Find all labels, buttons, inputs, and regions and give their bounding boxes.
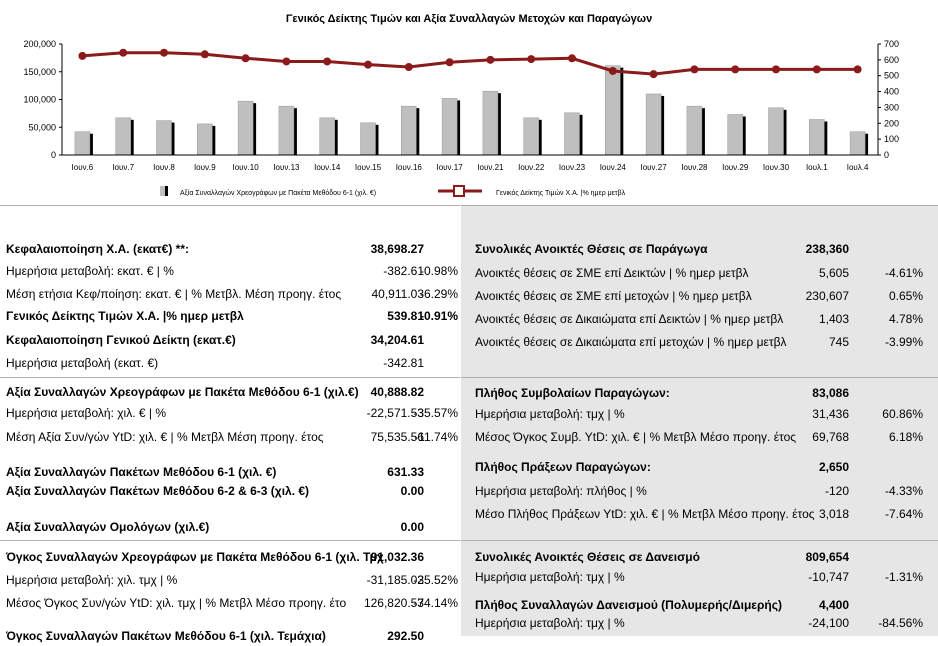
row-value: 3,018 <box>818 507 849 521</box>
row-label: Μέσος Όγκος Συμβ. ΥtD: χιλ. € | % Μετβλ Μέσο προηγ. έτος <box>475 430 797 444</box>
bar <box>769 108 784 155</box>
index-point <box>446 58 454 66</box>
section-divider <box>461 377 938 378</box>
table-row <box>461 265 938 283</box>
section-divider <box>0 377 460 378</box>
section-divider <box>0 205 460 206</box>
row-label: Μέση ετήσια Κεφ/ποίηση: εκατ. € | % Μετβλ. Μέση προηγ. έτος <box>6 287 342 301</box>
row-percent: -35.57% <box>413 406 458 420</box>
x-tick-label: Ιουν.6 <box>71 163 94 172</box>
row-value: -342.81 <box>383 356 424 370</box>
bar <box>157 121 172 155</box>
x-tick-label: Ιουν.15 <box>354 163 382 172</box>
x-tick-label: Ιουν.22 <box>518 163 545 172</box>
right-tick-label: 100 <box>884 134 900 145</box>
x-tick-label: Ιουν.30 <box>762 163 790 172</box>
index-point <box>568 54 576 62</box>
row-value: -24,100 <box>808 616 849 630</box>
section-divider <box>461 205 938 206</box>
index-point <box>78 52 86 60</box>
bar <box>361 123 376 155</box>
legend-line-label: Γενικός Δείκτης Τιμών Χ.Α. |% ημερ μετβλ <box>496 190 626 197</box>
row-percent: -4.61% <box>884 266 923 280</box>
bar <box>197 124 212 155</box>
table-row <box>461 311 938 329</box>
row-percent: -1.31% <box>884 570 923 584</box>
table-row <box>0 572 460 590</box>
row-label: Ημερήσια μεταβολή: χιλ. € | % <box>6 406 166 420</box>
row-percent: -0.98% <box>419 264 458 278</box>
index-point <box>405 63 413 71</box>
row-percent: 60.86% <box>882 407 923 421</box>
row-label: Ανοικτές θέσεις σε Δικαιώματα επί Δεικτών | % ημερ μετβλ <box>475 312 784 326</box>
right-tick-label: 200 <box>884 118 900 129</box>
table-row <box>461 334 938 352</box>
price-index-and-value-chart <box>0 0 938 205</box>
row-label: Αξία Συναλλαγών Χρεογράφων με Πακέτα Μεθόδου 6-1 (χιλ.€) <box>6 385 359 399</box>
index-point <box>364 61 372 69</box>
index-point <box>119 49 127 57</box>
index-point <box>201 50 209 58</box>
row-label: Ημερήσια μεταβολή: εκατ. € | % <box>6 264 174 278</box>
chart-axes <box>23 39 899 172</box>
x-tick-label: Ιουν.10 <box>232 163 259 172</box>
row-label: Αξία Συναλλαγών Πακέτων Μεθόδου 6-2 & 6-3 (χιλ. €) <box>6 484 310 498</box>
bar <box>320 118 335 155</box>
row-percent: 0.65% <box>888 289 923 303</box>
row-value: 1,403 <box>818 312 849 326</box>
section-divider <box>0 540 460 541</box>
x-tick-label: Ιουν.8 <box>153 163 175 172</box>
left-tick-label: 50,000 <box>28 122 56 133</box>
table-row <box>0 405 460 423</box>
legend-bar-label: Αξία Συναλλαγών Χρεογράφων με Πακέτα Μεθόδου 6-1 (χιλ. €) <box>180 190 377 197</box>
index-point <box>609 67 617 75</box>
x-tick-label: Ιουν.13 <box>273 163 300 172</box>
bar <box>116 118 131 155</box>
table-row <box>0 384 460 402</box>
row-label: Ανοικτές θέσεις σε ΣΜΕ επί Δεικτών | % ημερ μετβλ <box>475 266 749 280</box>
x-tick-label: Ιουν.27 <box>640 163 667 172</box>
bar-series <box>75 66 868 155</box>
left-tick-label: 100,000 <box>23 94 56 105</box>
row-percent: -84.56% <box>878 616 923 630</box>
right-tick-label: 600 <box>884 54 900 65</box>
table-row <box>461 549 938 567</box>
x-tick-label: Ιουλ.1 <box>805 163 828 172</box>
row-percent: -7.64% <box>884 507 923 521</box>
index-point <box>486 56 494 64</box>
row-label: Συνολικές Ανοικτές Θέσεις σε Δανεισμό <box>475 550 700 564</box>
bar <box>605 66 620 155</box>
row-value: -22,571.53 <box>366 406 424 420</box>
row-value: 2,650 <box>818 460 849 474</box>
index-point <box>772 65 780 73</box>
table-row <box>0 263 460 281</box>
row-label: Ημερήσια μεταβολή (εκατ. €) <box>6 356 159 370</box>
right-tick-label: 500 <box>884 70 900 81</box>
table-row <box>461 429 938 447</box>
row-value: 539.81 <box>387 309 424 323</box>
table-row <box>461 241 938 259</box>
row-percent: -3.99% <box>884 335 923 349</box>
x-tick-label: Ιουλ.4 <box>846 163 869 172</box>
table-row <box>0 308 460 326</box>
row-label: Μέση Αξία Συν/γών ΥtD: χιλ. € | % Μετβλ Μέση προηγ. έτος <box>6 430 324 444</box>
row-label: Ημερήσια μεταβολή: τμχ | % <box>475 570 625 584</box>
row-value: 91,032.36 <box>370 550 424 564</box>
table-row <box>461 597 938 615</box>
index-point <box>690 65 698 73</box>
table-row <box>461 506 938 524</box>
row-label: Αξία Συναλλαγών Πακέτων Μεθόδου 6-1 (χιλ. €) <box>6 465 277 479</box>
left-tick-label: 200,000 <box>23 39 56 49</box>
row-label: Αξία Συναλλαγών Ομολόγων (χιλ.€) <box>6 520 210 534</box>
index-point <box>160 49 168 57</box>
index-point <box>527 55 535 63</box>
row-label: Πλήθος Συμβολαίων Παραγώγων: <box>475 386 670 400</box>
table-row <box>461 569 938 587</box>
row-value: 238,360 <box>805 242 849 256</box>
left-tick-label: 150,000 <box>23 66 56 77</box>
right-tick-label: 0 <box>884 150 890 160</box>
x-tick-label: Ιουν.21 <box>477 163 504 172</box>
x-tick-label: Ιουν.29 <box>722 163 749 172</box>
table-row <box>0 355 460 373</box>
row-label: Όγκος Συναλλαγών Πακέτων Μεθόδου 6-1 (χιλ. Τεμάχια) <box>6 629 326 643</box>
row-value: 631.33 <box>387 465 424 479</box>
x-tick-label: Ιουν.9 <box>193 163 216 172</box>
row-value: 4,400 <box>818 598 849 612</box>
x-tick-label: Ιουν.7 <box>112 163 135 172</box>
bar <box>728 114 743 155</box>
chart-legend <box>160 186 626 197</box>
table-row <box>0 628 460 646</box>
row-percent: -25.52% <box>413 573 458 587</box>
row-value: 0.00 <box>400 520 424 534</box>
row-value: 83,086 <box>812 386 849 400</box>
right-tick-label: 400 <box>884 86 900 97</box>
row-label: Όγκος Συναλλαγών Χρεογράφων με Πακέτα Μεθόδου 6-1 (χιλ. Τμχ <box>6 550 384 564</box>
x-tick-label: Ιουν.17 <box>436 163 463 172</box>
row-value: 31,436 <box>812 407 849 421</box>
bar <box>401 106 416 155</box>
line-series <box>78 49 861 78</box>
bar <box>850 132 865 155</box>
row-label: Πλήθος Πράξεων Παραγώγων: <box>475 460 651 474</box>
row-label: Γενικός Δείκτης Τιμών Χ.Α. |% ημερ μετβλ <box>6 309 244 323</box>
row-percent: -34.14% <box>413 596 458 610</box>
row-percent: -0.91% <box>419 309 458 323</box>
x-tick-label: Ιουν.28 <box>681 163 708 172</box>
table-row <box>0 519 460 537</box>
x-tick-label: Ιουν.14 <box>314 163 341 172</box>
row-label: Μέσος Όγκος Συν/γών ΥtD: χιλ. τμχ | % Μετβλ Μέσο προηγ. έτο <box>6 596 347 610</box>
row-label: Ημερήσια μεταβολή: τμχ | % <box>475 616 625 630</box>
row-value: 126,820.57 <box>363 596 424 610</box>
table-row <box>461 459 938 477</box>
x-tick-label: Ιουν.23 <box>558 163 586 172</box>
table-row <box>0 429 460 447</box>
row-value: -382.61 <box>383 264 424 278</box>
bar <box>687 106 702 155</box>
bar <box>524 118 539 155</box>
legend-bar-swatch <box>160 186 165 196</box>
bar <box>483 91 498 155</box>
row-label: Ημερήσια μεταβολή: χιλ. τμχ | % <box>6 573 178 587</box>
table-row <box>461 385 938 403</box>
row-value: 40,911.03 <box>371 287 424 301</box>
row-value: 75,535.56 <box>370 430 424 444</box>
row-value: 38,698.27 <box>370 242 424 256</box>
x-tick-label: Ιουν.24 <box>599 163 626 172</box>
table-row <box>461 406 938 424</box>
row-value: 69,768 <box>812 430 849 444</box>
row-label: Κεφαλαιοποίηση Χ.Α. (εκατ€) **: <box>6 242 190 256</box>
index-point <box>650 70 658 78</box>
bar <box>279 106 294 155</box>
table-row <box>0 483 460 501</box>
row-percent: -6.29% <box>419 287 458 301</box>
chart-title: Γενικός Δείκτης Τιμών και Αξία Συναλλαγών Μετοχών και Παραγώγων <box>285 13 653 25</box>
row-label: Συνολικές Ανοικτές Θέσεις σε Παράγωγα <box>475 242 708 256</box>
bar <box>442 98 457 155</box>
row-label: Ανοικτές θέσεις σε ΣΜΕ επί μετοχών | % ημερ μετβλ <box>475 289 752 303</box>
row-percent: -11.74% <box>414 430 458 444</box>
legend-line-marker <box>454 186 464 196</box>
index-point <box>282 57 290 65</box>
index-point <box>813 65 821 73</box>
market-stats-panel <box>0 205 460 643</box>
x-tick-label: Ιουν.16 <box>395 163 422 172</box>
row-label: Ανοικτές θέσεις σε Δικαιώματα επί μετοχών | % ημερ μετβλ <box>475 335 787 349</box>
index-point <box>323 57 331 65</box>
bar <box>238 101 253 155</box>
row-label: Πλήθος Συναλλαγών Δανεισμού (Πολυμερής/Διμερής) <box>475 598 782 612</box>
row-label: Μέσο Πλήθος Πράξεων ΥtD: χιλ. € | % Μετβλ Μέσο προηγ. έτος <box>475 507 815 521</box>
row-value: 745 <box>828 335 849 349</box>
row-value: 40,888.82 <box>370 385 424 399</box>
table-row <box>0 595 460 613</box>
right-tick-label: 300 <box>884 102 900 113</box>
table-row <box>0 241 460 259</box>
row-label: Ημερήσια μεταβολή: πλήθος | % <box>475 484 647 498</box>
table-row <box>461 483 938 501</box>
row-value: -31,185.03 <box>366 573 424 587</box>
index-point <box>731 65 739 73</box>
table-row <box>0 332 460 350</box>
bar <box>565 113 580 155</box>
bar <box>809 119 824 155</box>
row-value: 34,204.61 <box>370 333 424 347</box>
right-tick-label: 700 <box>884 39 900 49</box>
section-divider <box>461 540 938 541</box>
row-label: Ημερήσια μεταβολή: τμχ | % <box>475 407 625 421</box>
table-row <box>0 464 460 482</box>
table-row <box>461 288 938 306</box>
row-value: 809,654 <box>805 550 849 564</box>
row-value: 5,605 <box>818 266 849 280</box>
index-point <box>242 54 250 62</box>
row-value: 292.50 <box>387 629 424 643</box>
row-percent: 4.78% <box>888 312 923 326</box>
table-row <box>461 615 938 633</box>
index-point <box>854 65 862 73</box>
row-percent: 6.18% <box>888 430 923 444</box>
bar <box>75 132 90 155</box>
row-value: -10,747 <box>808 570 849 584</box>
table-row <box>0 549 460 567</box>
row-value: 230,607 <box>805 289 849 303</box>
table-row <box>0 286 460 304</box>
index-line <box>82 53 857 74</box>
row-value: 0.00 <box>400 484 424 498</box>
statistics-tables <box>0 205 938 643</box>
row-value: -120 <box>824 484 849 498</box>
derivatives-stats-panel <box>461 205 938 636</box>
left-tick-label: 0 <box>50 150 56 160</box>
row-percent: -4.33% <box>884 484 923 498</box>
bar <box>646 94 661 155</box>
row-label: Κεφαλαιοποίηση Γενικού Δείκτη (εκατ.€) <box>6 333 236 347</box>
